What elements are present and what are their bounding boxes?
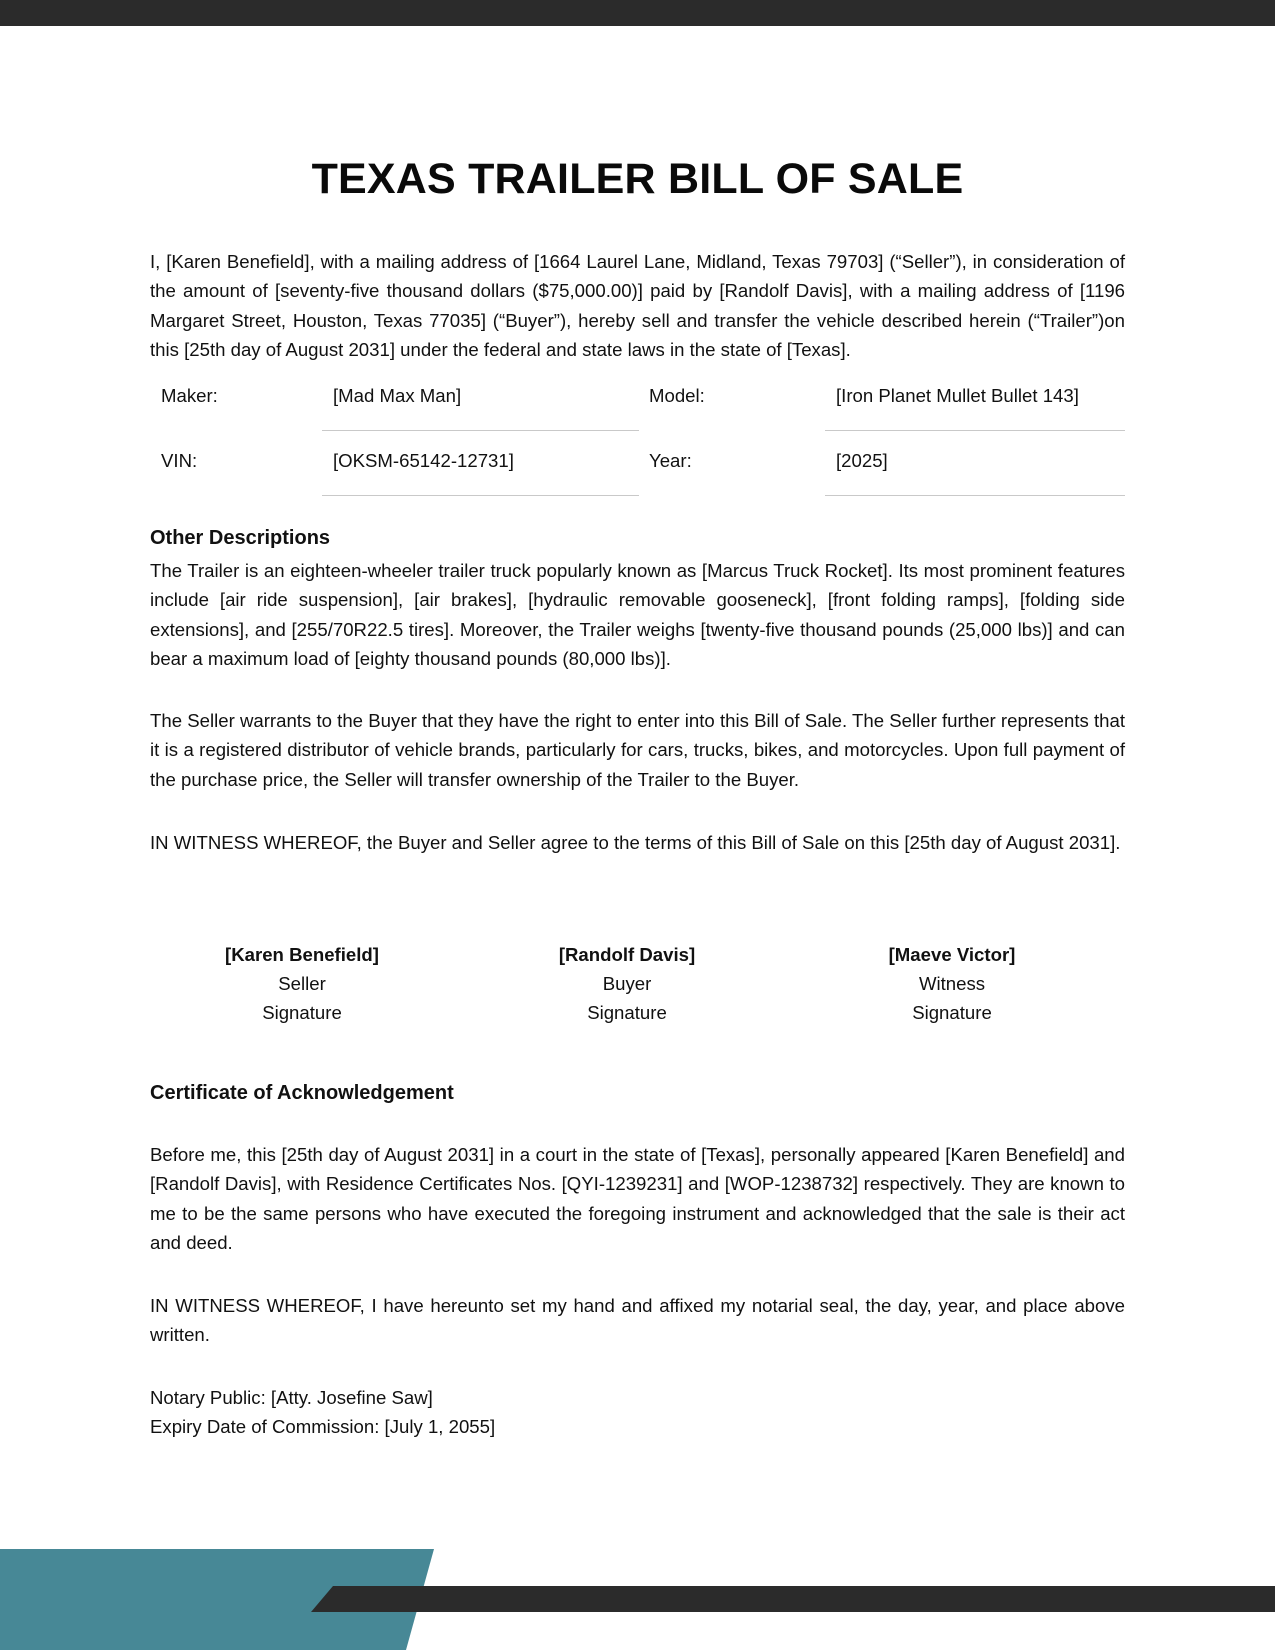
year-label: Year: <box>649 450 692 471</box>
vin-value: [OKSM-65142-12731] <box>333 450 514 471</box>
top-decorative-bar <box>0 0 1275 26</box>
model-label: Model: <box>649 385 705 406</box>
buyer-role: Buyer <box>602 973 652 994</box>
seller-role: Seller <box>278 973 326 994</box>
seller-name: [Karen Benefield] <box>225 944 379 965</box>
model-underline <box>825 430 1125 431</box>
year-underline <box>825 495 1125 496</box>
buyer-signature-label: Signature <box>587 1002 667 1023</box>
seller-signature-block <box>137 940 467 1027</box>
seller-signature-label: Signature <box>262 1002 342 1023</box>
model-value: [Iron Planet Mullet Bullet 143] <box>836 385 1079 406</box>
certificate-paragraph: Before me, this [25th day of August 2031] in a court in the state of [Texas], personally appeared [Karen Benefield] and [Randolf Davis], with Residence Certificates Nos. [QYI-1239231] and [WOP-1238732] respectively. They are known to me to be the same persons who have executed the foregoing instrument and acknowledged that the sale is their act and deed. <box>150 1144 1125 1253</box>
footer-dark-bar <box>311 1586 1275 1612</box>
buyer-signature-block <box>462 940 792 1027</box>
warranty-paragraph: The Seller warrants to the Buyer that they have the right to enter into this Bill of Sale. The Seller further represents that it is a registered distributor of vehicle brands, particularly for cars, trucks, bikes, and motorcycles. Upon full payment of the purchase price, the Seller will transfer ownership of the Trailer to the Buyer. <box>150 710 1125 790</box>
maker-underline <box>322 430 639 431</box>
witness-paragraph: IN WITNESS WHEREOF, the Buyer and Seller agree to the terms of this Bill of Sale on this [25th day of August 2031]. <box>150 832 1121 853</box>
vin-underline <box>322 495 639 496</box>
intro-paragraph: I, [Karen Benefield], with a mailing address of [1664 Laurel Lane, Midland, Texas 79703] (“Seller”), in consideration of the amount of [seventy-five thousand dollars ($75,000.00)] paid by [Randolf Davis], with a mailing address of [1196 Margaret Street, Houston, Texas 77035] (“Buyer”), hereby sell and transfer the vehicle described herein (“Trailer”)on this [25th day of August 2031] under the federal and state laws in the state of [Texas]. <box>150 251 1125 360</box>
witness-name: [Maeve Victor] <box>888 944 1016 965</box>
vin-label: VIN: <box>161 450 198 471</box>
witness-role: Witness <box>918 973 986 994</box>
witness-signature-label: Signature <box>912 1002 992 1023</box>
witness-signature-block <box>787 940 1117 1027</box>
other-descriptions-heading: Other Descriptions <box>150 527 331 549</box>
certificate-witness-paragraph: IN WITNESS WHEREOF, I have hereunto set my hand and affixed my notarial seal, the day, year, and place above written. <box>150 1295 1125 1346</box>
commission-expiry-line: Expiry Date of Commission: [July 1, 2055] <box>150 1416 496 1437</box>
buyer-name: [Randolf Davis] <box>558 944 696 965</box>
document-title: TEXAS TRAILER BILL OF SALE <box>311 155 964 203</box>
maker-label: Maker: <box>161 385 218 406</box>
notary-public-line: Notary Public: [Atty. Josefine Saw] <box>150 1387 433 1408</box>
certificate-heading: Certificate of Acknowledgement <box>150 1082 454 1104</box>
year-value: [2025] <box>836 450 888 471</box>
maker-value: [Mad Max Man] <box>333 385 462 406</box>
vehicle-details-table <box>150 380 1125 500</box>
other-descriptions-paragraph: The Trailer is an eighteen-wheeler trailer truck popularly known as [Marcus Truck Rocket]. Its most prominent features include [air ride suspension], [air brakes], [hydraulic removable gooseneck], [front folding ramps], [folding side extensions], and [255/70R22.5 tires]. Moreover, the Trailer weighs [twenty-five thousand pounds (25,000 lbs)] and can bear a maximum load of [eighty thousand pounds (80,000 lbs)]. <box>150 560 1125 669</box>
